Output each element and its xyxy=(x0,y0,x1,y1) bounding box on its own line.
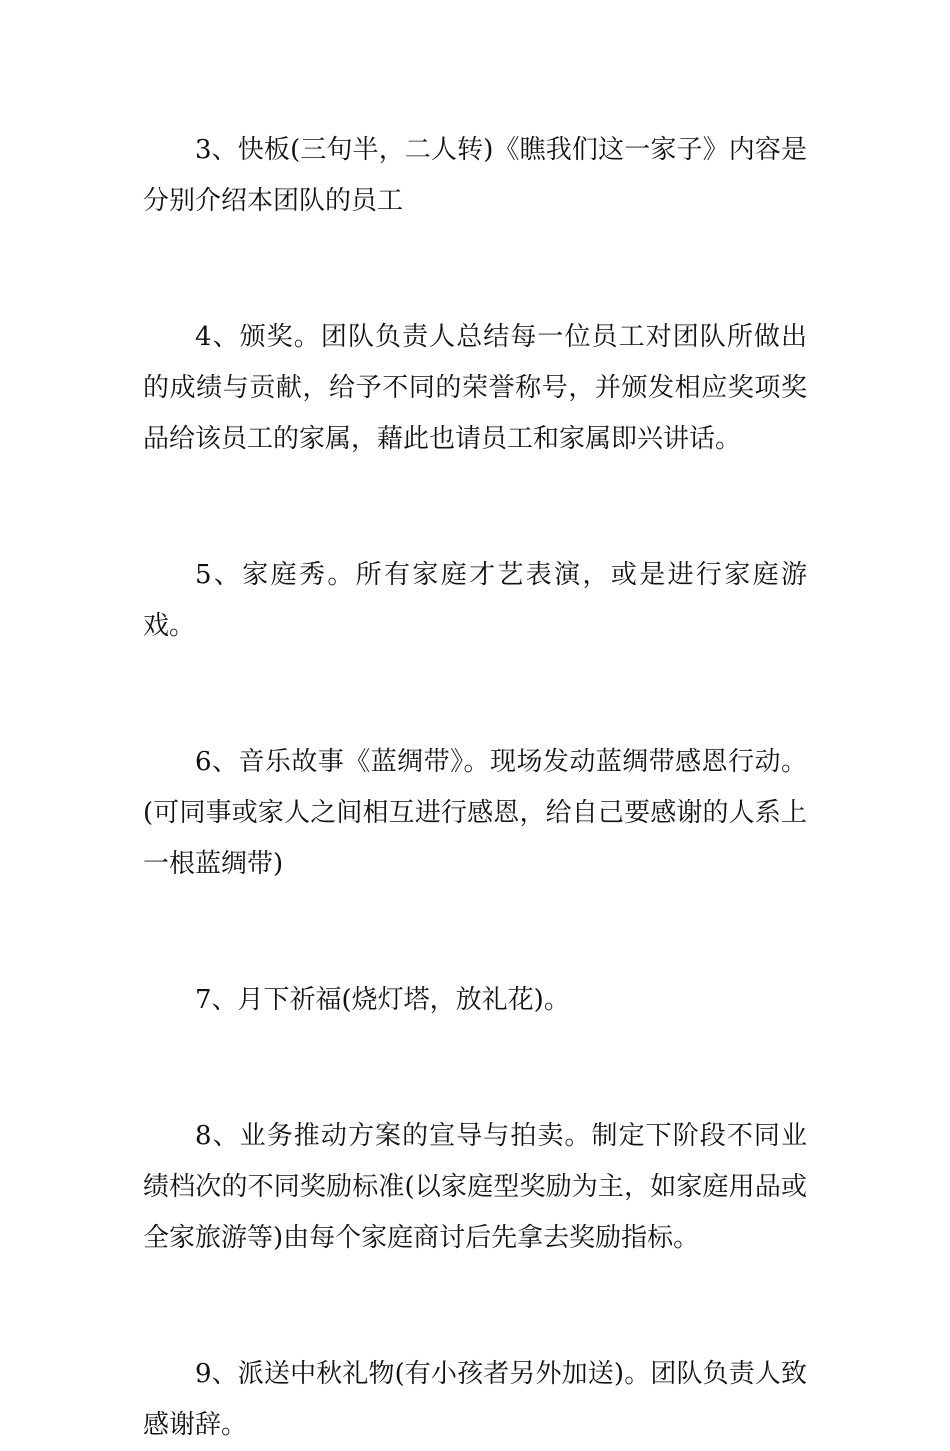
paragraph-gap xyxy=(143,227,807,312)
paragraph-item-5: 5、家庭秀。所有家庭才艺表演，或是进行家庭游戏。 xyxy=(143,560,807,641)
paragraph-item-4: 4、颁奖。团队负责人总结每一位员工对团队所做出的成绩与贡献，给予不同的荣誉称号，并颁发相应奖项奖品给该员工的家属，藉此也请员工和家属即兴讲话。 xyxy=(143,322,807,454)
paragraph-gap xyxy=(143,652,807,737)
paragraph-gap xyxy=(143,465,807,550)
paragraph-gap xyxy=(143,890,807,975)
paragraph-gap xyxy=(143,1026,807,1111)
paragraph-item-9: 9、派送中秋礼物(有小孩者另外加送)。团队负责人致感谢辞。 xyxy=(143,1359,807,1440)
paragraph-item-8: 8、业务推动方案的宣导与拍卖。制定下阶段不同业绩档次的不同奖励标准(以家庭型奖励为主，如家庭用品或全家旅游等)由每个家庭商讨后先拿去奖励指标。 xyxy=(143,1121,807,1253)
paragraph-item-3: 3、快板(三句半，二人转)《瞧我们这一家子》内容是分别介绍本团队的员工 xyxy=(143,135,807,216)
paragraph-gap xyxy=(143,1264,807,1349)
paragraph-item-6: 6、音乐故事《蓝绸带》。现场发动蓝绸带感恩行动。(可同事或家人之间相互进行感恩，给自己要感谢的人系上一根蓝绸带) xyxy=(143,747,807,879)
paragraph-item-7: 7、月下祈福(烧灯塔，放礼花)。 xyxy=(195,985,570,1015)
document-body xyxy=(143,125,807,1451)
